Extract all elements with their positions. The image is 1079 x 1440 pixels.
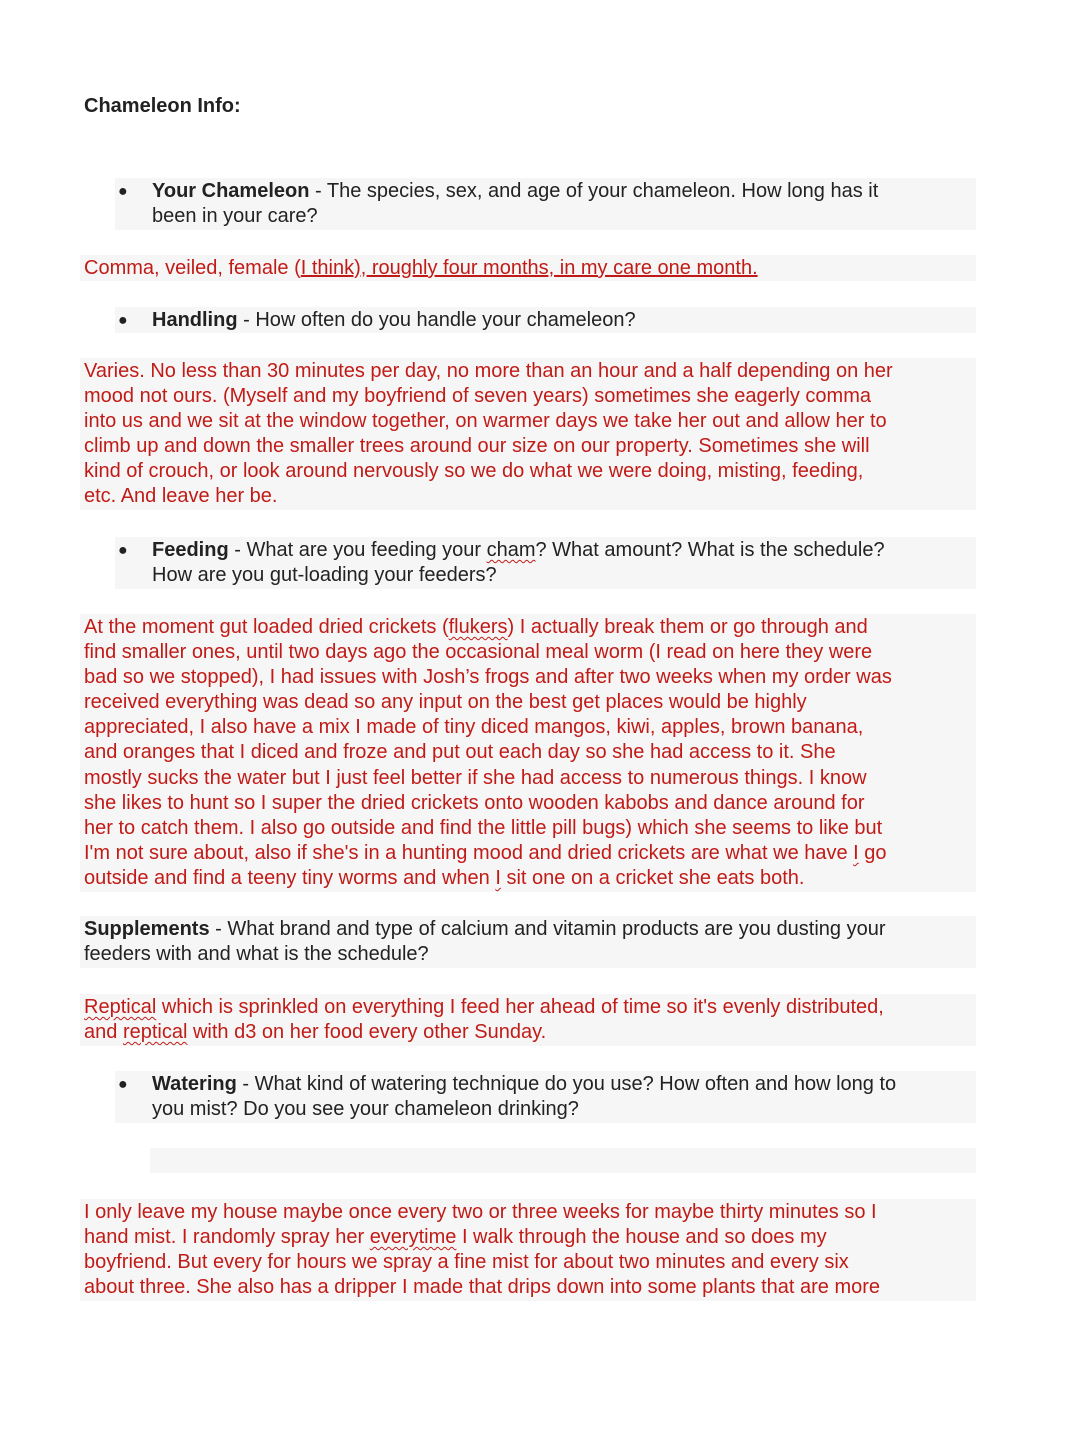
answer-line: bad so we stopped), I had issues with Josh’s frogs and after two weeks when my order was — [84, 666, 892, 689]
answer-line — [84, 1225, 880, 1250]
answer-line: kind of crouch, or look around nervously so we do what we were doing, misting, feeding, — [84, 460, 864, 483]
answer-text: hand mist. I randomly spray her — [84, 1226, 370, 1249]
answer-watering — [84, 1200, 880, 1300]
page-title: Chameleon Info: — [84, 95, 241, 117]
answer-line — [84, 866, 892, 891]
question-separator: - — [228, 539, 247, 561]
answer-text: go — [858, 841, 887, 864]
question-text: What brand and type of calcium and vitamin products are you dusting your — [227, 918, 886, 940]
question-separator: - — [237, 309, 256, 331]
spellcheck-word: Reptical — [84, 996, 157, 1018]
question-text: How are you gut-loading your feeders? — [152, 564, 497, 586]
question-text: The species, sex, and age of your chameleon. How long has it — [326, 180, 879, 202]
answer-text: with d3 on her food every other Sunday. — [187, 1021, 547, 1044]
answer-line — [84, 995, 884, 1020]
answer-line: about three. She also has a dripper I made that drips down into some plants that are more — [84, 1276, 881, 1299]
answer-line — [84, 615, 892, 640]
question-text: feeders with and what is the schedule? — [84, 943, 429, 965]
answer-line — [84, 1020, 884, 1045]
answer-text: and — [84, 1021, 123, 1044]
question-label: Supplements — [84, 918, 210, 940]
answer-line: mood not ours. (Myself and my boyfriend of seven years) sometimes she eagerly comma — [84, 385, 871, 408]
question-separator: - — [209, 918, 228, 940]
answer-line: boyfriend. But every for hours we spray a fine mist for about two minutes and every six — [84, 1251, 849, 1274]
answer-line: her to catch them. I also go outside and find the little pill bugs) which she seems to like but — [84, 816, 883, 839]
question-separator: - — [236, 1073, 255, 1095]
answer-text-underlined: I think), roughly four months, in my care one month. — [300, 257, 758, 279]
question-handling — [152, 308, 636, 333]
bullet-icon: ● — [118, 183, 128, 200]
answer-text: which is sprinkled on everything I feed her ahead of time so it's evenly distributed, — [156, 996, 884, 1018]
answer-line: I only leave my house maybe once every two or three weeks for maybe thirty minutes so I — [84, 1201, 877, 1223]
shade-block — [150, 1148, 976, 1173]
question-text: been in your care? — [152, 205, 318, 227]
question-label: Handling — [152, 309, 238, 331]
answer-text: At the moment gut loaded dried crickets ( — [84, 616, 449, 638]
answer-line: find smaller ones, until two days ago the occasional meal worm (I read on here they were — [84, 641, 873, 664]
answer-your-chameleon — [84, 256, 758, 281]
answer-text: I'm not sure about, also if she's in a hunting mood and dried crickets are what we have — [84, 841, 854, 864]
answer-text: outside and find a teeny tiny worms and when — [84, 866, 496, 889]
answer-line: received everything was dead so any input on the best get places would be highly — [84, 691, 807, 714]
answer-line — [84, 841, 892, 866]
answer-handling — [84, 359, 893, 510]
answer-line: and oranges that I diced and froze and put out each day so she had access to it. She — [84, 741, 836, 764]
spellcheck-word: I — [853, 841, 859, 864]
question-text: What kind of watering technique do you use? How often and how long to — [254, 1073, 897, 1095]
question-text: ? What amount? What is the schedule? — [535, 539, 885, 561]
answer-line: she likes to hunt so I super the dried crickets onto wooden kabobs and dance around for — [84, 791, 865, 814]
spellcheck-word: everytime — [369, 1226, 457, 1249]
question-supplements — [84, 917, 886, 967]
answer-feeding — [84, 615, 892, 891]
question-text: you mist? Do you see your chameleon drinking? — [152, 1098, 579, 1120]
answer-line: Varies. No less than 30 minutes per day, no more than an hour and a half depending on her — [84, 360, 893, 382]
question-text: What are you feeding your — [246, 539, 487, 561]
answer-line: climb up and down the smaller trees around our size on our property. Sometimes she will — [84, 435, 870, 458]
question-label: Your Chameleon — [152, 180, 310, 202]
answer-text: sit one on a cricket she eats both. — [500, 866, 805, 889]
question-label: Feeding — [152, 539, 229, 561]
bullet-icon: ● — [118, 1076, 128, 1093]
question-watering — [152, 1072, 896, 1122]
answer-text: Comma, veiled, female ( — [84, 257, 301, 279]
answer-line: etc. And leave her be. — [84, 485, 278, 508]
spellcheck-word: reptical — [122, 1021, 188, 1044]
spellcheck-word: cham — [486, 539, 536, 561]
bullet-icon: ● — [118, 312, 128, 329]
answer-text: I walk through the house and so does my — [456, 1226, 827, 1249]
question-separator: - — [309, 180, 327, 202]
answer-line: into us and we sit at the window together, on warmer days we take her out and allow her to — [84, 410, 887, 433]
bullet-icon: ● — [118, 542, 128, 559]
spellcheck-word: flukers — [448, 616, 508, 638]
spellcheck-word: I — [495, 866, 501, 889]
question-text: How often do you handle your chameleon? — [255, 309, 636, 331]
question-your-chameleon — [152, 179, 878, 229]
answer-text: ) I actually break them or go through and — [507, 616, 868, 638]
answer-line: appreciated, I also have a mix I made of tiny diced mangos, kiwi, apples, brown banana, — [84, 716, 864, 739]
answer-supplements — [84, 995, 884, 1045]
question-label: Watering — [152, 1073, 237, 1095]
answer-line: mostly sucks the water but I just feel better if she had access to numerous things. I know — [84, 766, 867, 789]
question-feeding — [152, 538, 885, 588]
